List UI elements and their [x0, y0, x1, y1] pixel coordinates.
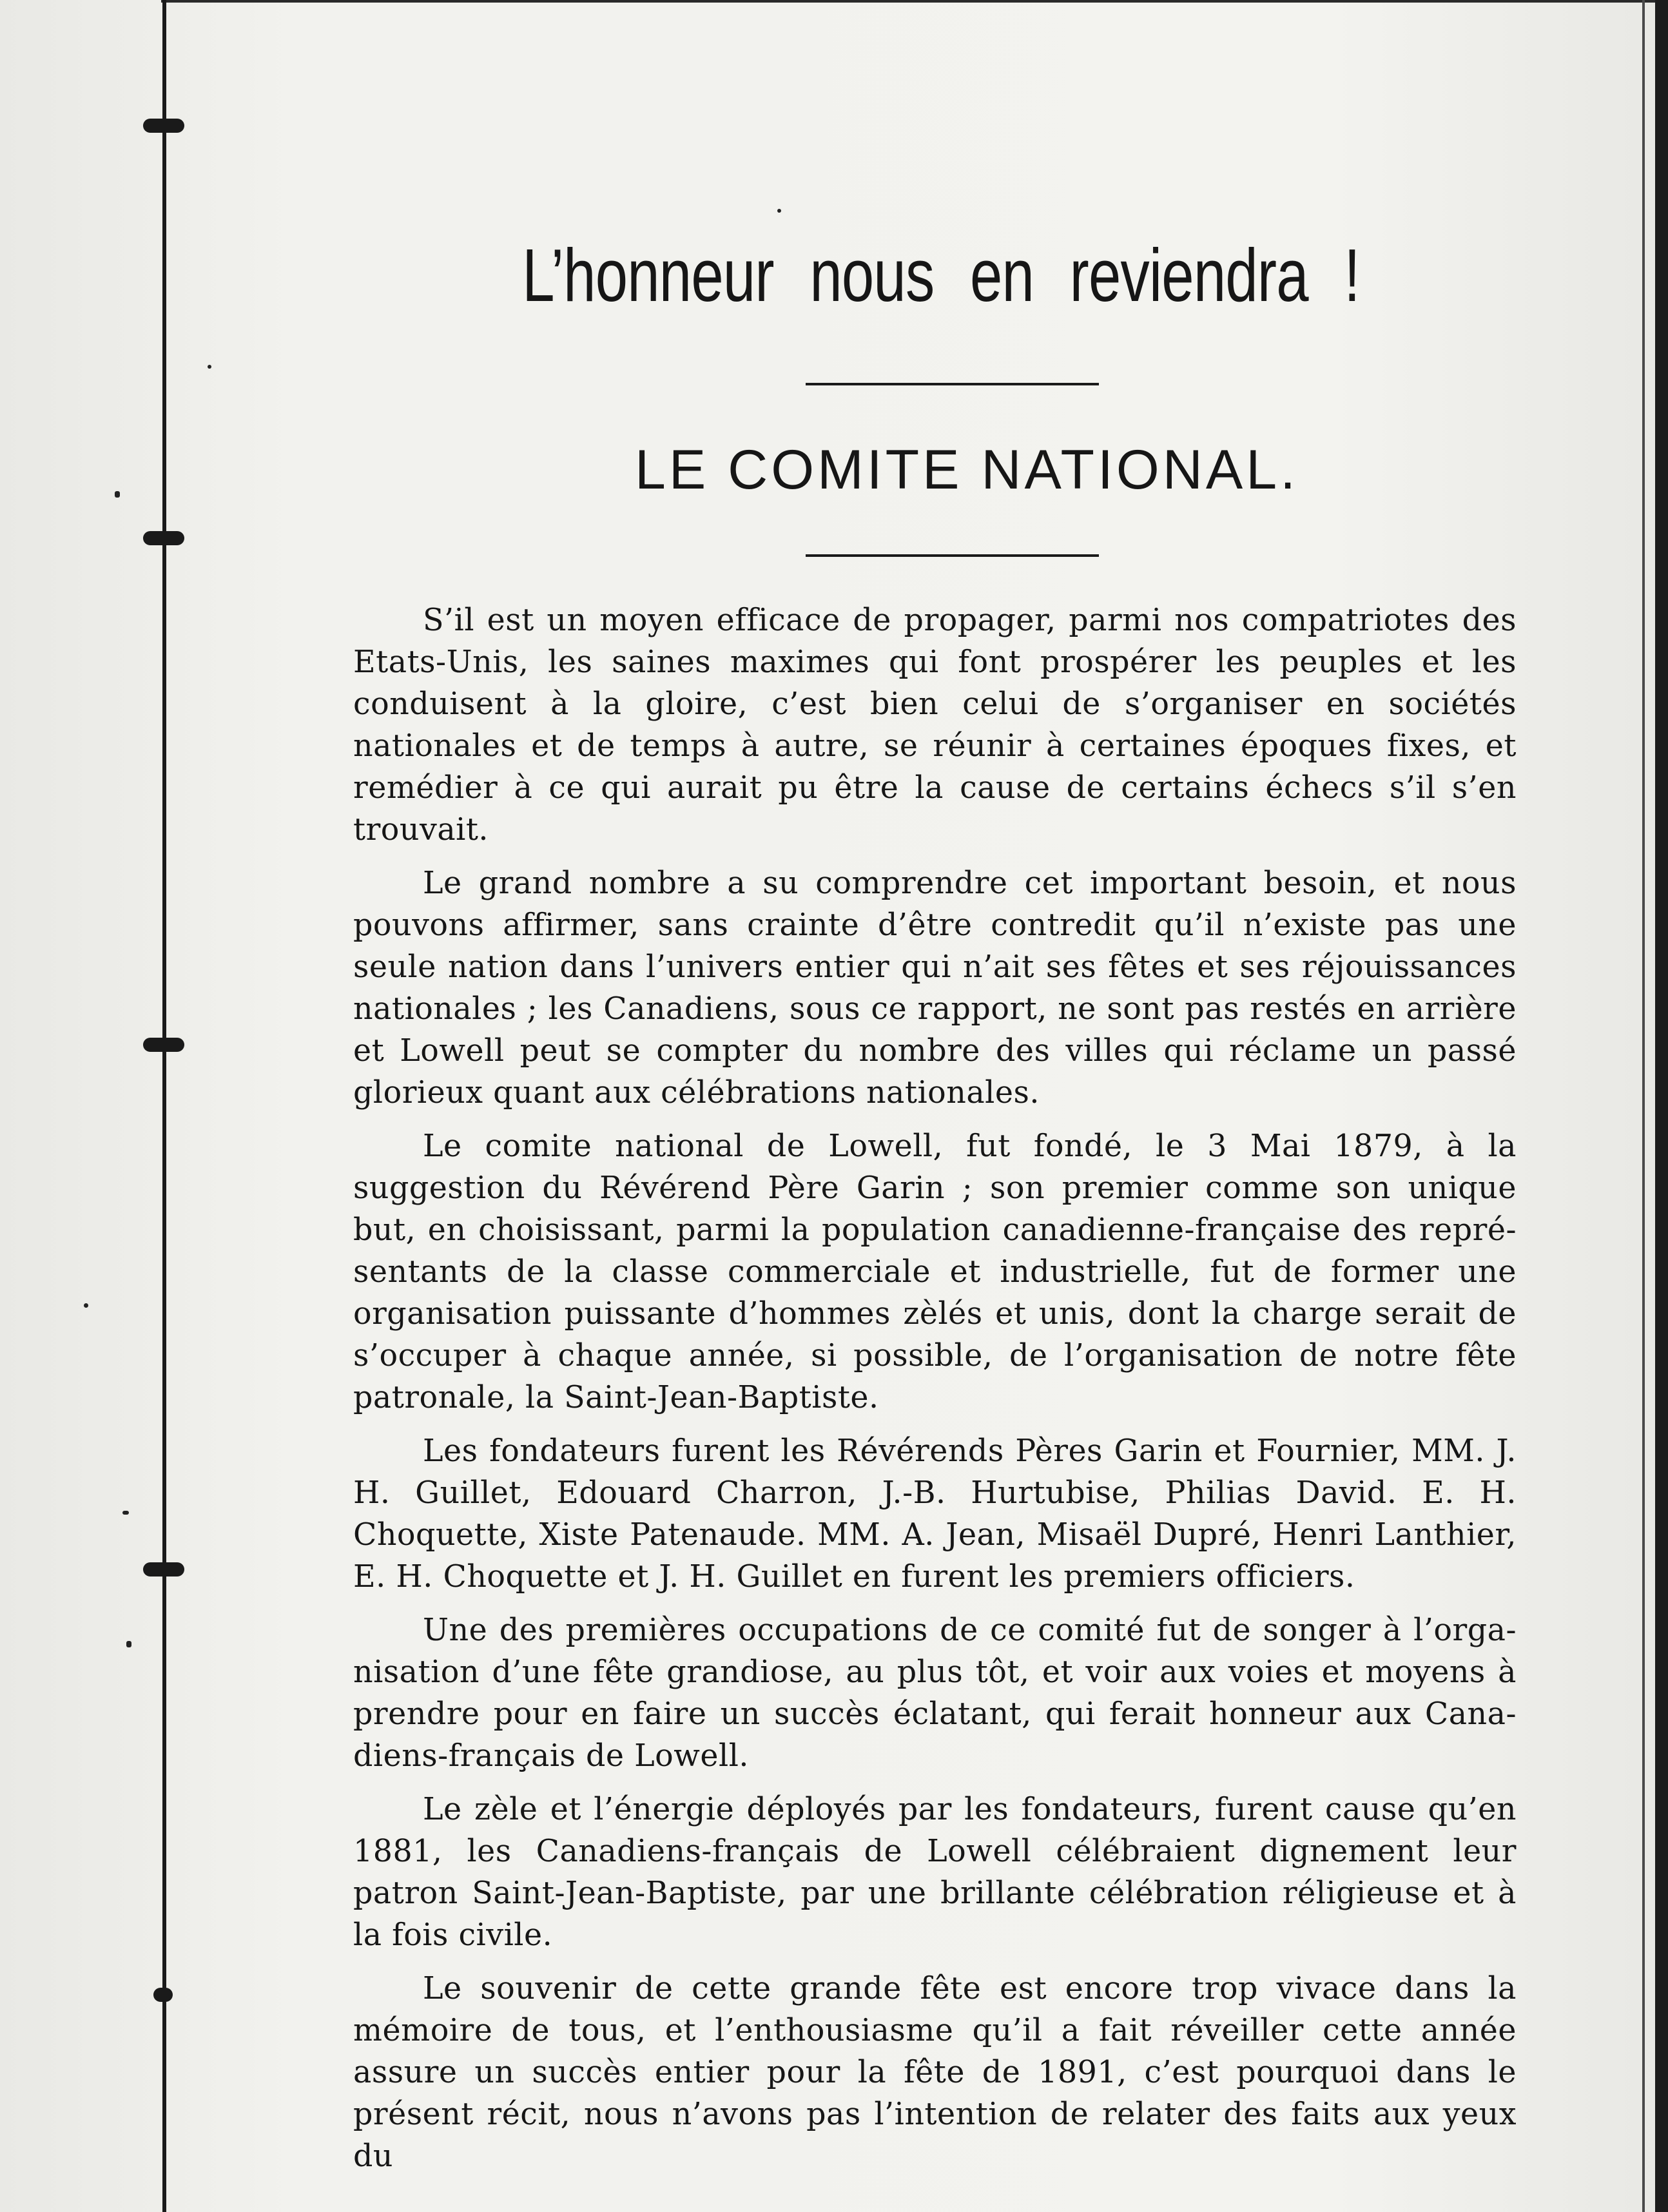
- speck: [126, 1641, 131, 1647]
- binding-stitch: [153, 1988, 173, 2002]
- binding-stitch: [143, 119, 184, 133]
- paragraph: Le grand nombre a su comprendre cet important besoin, et nous pouvons affirmer, sans crainte d’être contredit qu’il n’existe pas une seule nation dans l’univers entier qui n’ait ses fêtes et ses réjouissances nationales ; les Canadiens, sous ce rapport, ne sont pas restés en arrière et Lowell peut se compter du nombre des villes qui réclame un passé glorieux quant aux célébrations nationales.: [353, 866, 1517, 1111]
- section-heading: LE COMITE NATIONAL.: [635, 439, 1299, 501]
- binding-edge: [162, 0, 166, 2212]
- binding-stitch: [143, 1038, 184, 1052]
- speck: [208, 365, 211, 369]
- page-top-edge: [161, 0, 1668, 3]
- speck: [115, 491, 120, 498]
- divider-rule: [806, 383, 1099, 385]
- paragraph: Le zèle et l’énergie déployés par les fondateurs, furent cause qu’en 1881, les Canadiens-français de Lowell célébraient dignement leur patron Saint-Jean-Baptiste, par une brillante célébration réligieuse et à la fois civile.: [353, 1792, 1517, 1953]
- paragraph: Une des premières occupations de ce comité fut de songer à l’orga-nisation d’une fête grandiose, au plus tôt, et voir aux voies et moyens à prendre pour en faire un succès éclatant, qui ferait honneur aux Cana-diens-français de Lowell.: [353, 1613, 1517, 1774]
- page-title: L’honneur nous en reviendra !: [522, 233, 1360, 317]
- paragraph: S’il est un moyen efficace de propager, parmi nos compatriotes des Etats-Unis, les saines maximes qui font prospérer les peuples et les conduisent à la gloire, c’est bien celui de s’organiser en sociétés nationales et de temps à autre, se réunir à certaines époques fixes, et remédier à ce qui aurait pu être la cause de certains échecs s’il s’en trouvait.: [353, 603, 1517, 848]
- speck: [777, 209, 781, 213]
- binding-stitch: [143, 1562, 184, 1577]
- divider-rule: [806, 554, 1099, 557]
- body-text: [353, 599, 1517, 2189]
- binding-stitch: [143, 531, 184, 545]
- speck: [84, 1303, 88, 1308]
- paragraph: Les fondateurs furent les Révérends Pères Garin et Fournier, MM. J. H. Guillet, Edouard Charron, J.-B. Hurtubise, Philias David. E. H. Choquette, Xiste Patenaude. MM. A. Jean, Misaël Dupré, Henri Lanthier, E. H. Choquette et J. H. Guillet en furent les premiers officiers.: [353, 1433, 1517, 1595]
- page-right-shadow: [1642, 0, 1645, 2212]
- page-right-edge: [1655, 0, 1668, 2212]
- speck: [122, 1511, 129, 1515]
- paragraph: Le comite national de Lowell, fut fondé, le 3 Mai 1879, à la suggestion du Révérend Père Garin ; son premier comme son unique but, en choisissant, parmi la population canadienne-française des repré-sentants de la classe commerciale et industrielle, fut de former une organisation puissante d’hommes zèlés et unis, dont la charge serait de s’occuper à chaque année, si possible, de l’organisation de notre fête patronale, la Saint-Jean-Baptiste.: [353, 1129, 1517, 1415]
- paragraph: Le souvenir de cette grande fête est encore trop vivace dans la mémoire de tous, et l’enthousiasme qu’il a fait réveiller cette année assure un succès entier pour la fête de 1891, c’est pourquoi dans le présent récit, nous n’avons pas l’intention de relater des faits aux yeux du: [353, 1971, 1517, 2174]
